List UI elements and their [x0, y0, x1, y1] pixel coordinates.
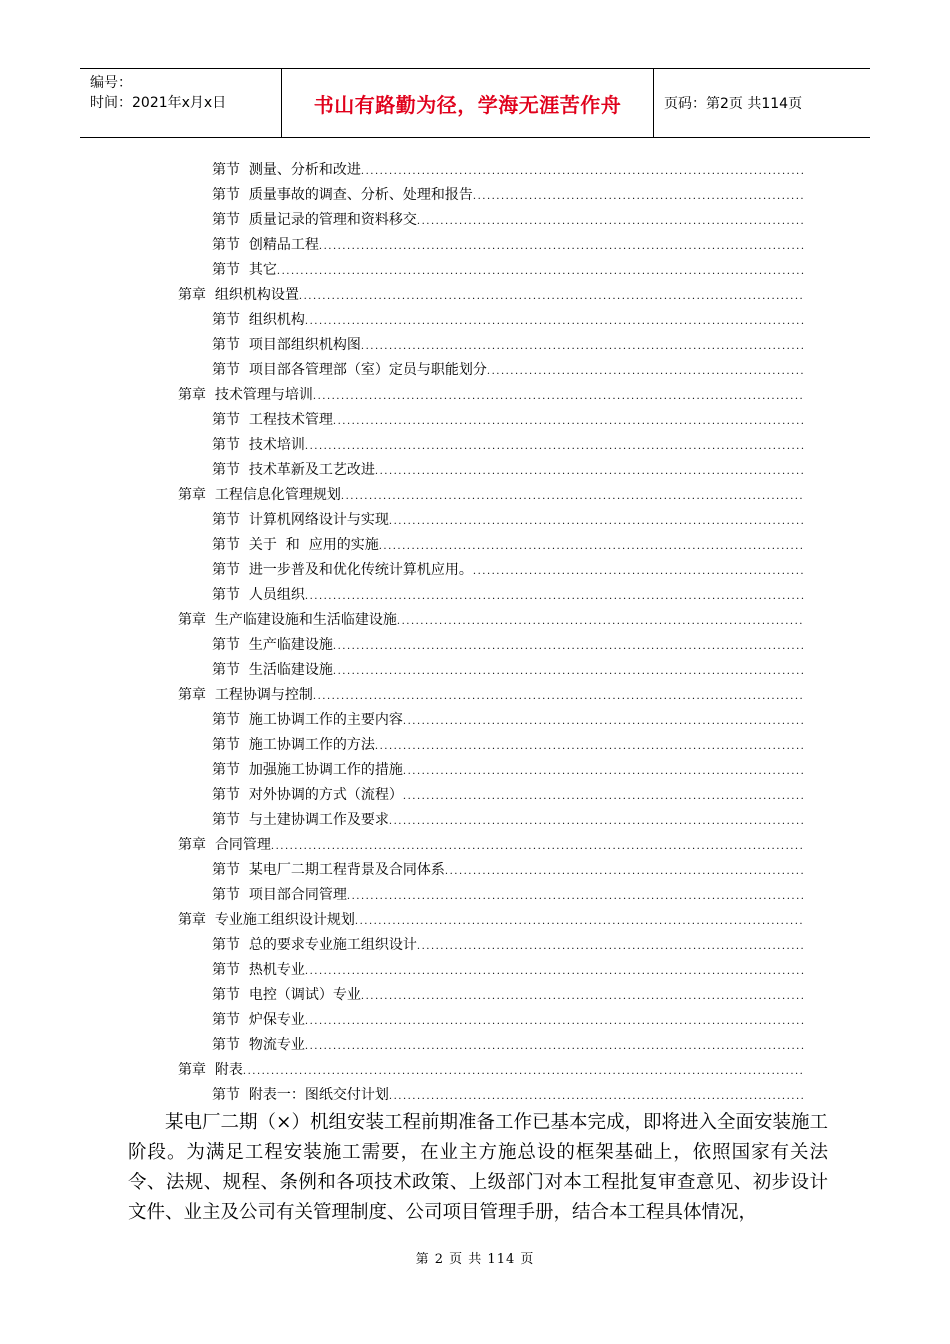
- toc-entry-prefix: 第节: [212, 1087, 249, 1103]
- toc-section-entry[interactable]: [212, 933, 804, 958]
- toc-entry-title: 创精品工程: [248, 237, 319, 253]
- toc-entry-title: 组织机构设置: [214, 287, 299, 303]
- toc-chapter-entry[interactable]: [178, 683, 804, 708]
- toc-leader-dots: [333, 634, 804, 659]
- toc-entry-prefix: 第节: [212, 737, 249, 753]
- toc-leader-dots: [375, 734, 804, 759]
- toc-entry-prefix: 第节: [212, 337, 249, 353]
- toc-entry-title: 某电厂二期工程背景及合同体系: [248, 862, 445, 878]
- toc-entry-title: 电控（调试）专业: [248, 987, 361, 1003]
- toc-entry-title: 生产临建设施: [248, 637, 333, 653]
- toc-entry-prefix: 第章: [178, 912, 215, 928]
- toc-leader-dots: [361, 159, 804, 184]
- toc-entry-title: 人员组织: [248, 587, 305, 603]
- toc-chapter-entry[interactable]: [178, 283, 804, 308]
- toc-entry-title: 附表: [214, 1062, 243, 1078]
- toc-entry-title: 其它: [248, 262, 277, 278]
- toc-section-entry[interactable]: [212, 258, 804, 283]
- toc-entry-prefix: 第节: [212, 462, 249, 478]
- toc-chapter-entry[interactable]: [178, 908, 804, 933]
- page-header: [80, 68, 870, 138]
- toc-section-entry[interactable]: [212, 433, 804, 458]
- page-footer: 第 2 页 共 114 页: [415, 1252, 535, 1267]
- toc-leader-dots: [271, 834, 804, 859]
- date-label: 时间：2021年x月x日: [90, 95, 227, 111]
- toc-entry-prefix: 第节: [212, 187, 249, 203]
- toc-leader-dots: [417, 934, 804, 959]
- toc-section-entry[interactable]: [212, 708, 804, 733]
- toc-leader-dots: [243, 1059, 804, 1084]
- toc-entry-prefix: 第节: [212, 762, 249, 778]
- toc-section-entry[interactable]: [212, 533, 804, 558]
- toc-leader-dots: [473, 559, 804, 584]
- toc-entry-prefix: 第节: [212, 987, 249, 1003]
- toc-entry-prefix: 第节: [212, 1037, 249, 1053]
- toc-entry-title: 测量、分析和改进: [248, 162, 361, 178]
- toc-entry-title: 工程信息化管理规划: [214, 487, 341, 503]
- toc-entry-prefix: 第章: [178, 287, 215, 303]
- toc-entry-prefix: 第节: [212, 937, 249, 953]
- toc-leader-dots: [403, 759, 804, 784]
- toc-leader-dots: [417, 209, 804, 234]
- toc-section-entry[interactable]: [212, 658, 804, 683]
- toc-section-entry[interactable]: [212, 358, 804, 383]
- toc-section-entry[interactable]: [212, 233, 804, 258]
- toc-entry-title: 炉保专业: [248, 1012, 305, 1028]
- toc-entry-prefix: 第节: [212, 412, 249, 428]
- toc-entry-prefix: 第章: [178, 387, 215, 403]
- toc-entry-title: 与土建协调工作及要求: [248, 812, 389, 828]
- toc-section-entry[interactable]: [212, 458, 804, 483]
- toc-entry-prefix: 第节: [212, 862, 249, 878]
- body-text: [128, 1108, 828, 1228]
- toc-chapter-entry[interactable]: [178, 833, 804, 858]
- toc-leader-dots: [305, 1009, 804, 1034]
- toc-section-entry[interactable]: [212, 958, 804, 983]
- toc-leader-dots: [333, 409, 804, 434]
- toc-entry-prefix: 第章: [178, 1062, 215, 1078]
- toc-entry-title: 加强施工协调工作的措施: [248, 762, 403, 778]
- toc-leader-dots: [313, 684, 804, 709]
- toc-entry-prefix: 第章: [178, 837, 215, 853]
- toc-leader-dots: [445, 859, 804, 884]
- toc-leader-dots: [375, 459, 804, 484]
- toc-entry-title: 质量事故的调查、分析、处理和报告: [248, 187, 473, 203]
- page-info: 页码：第2页 共114页: [664, 96, 803, 112]
- toc-entry-title: 合同管理: [214, 837, 271, 853]
- toc-entry-prefix: 第节: [212, 362, 249, 378]
- toc-entry-prefix: 第节: [212, 562, 249, 578]
- toc-entry-title: 关于 和 应用的实施: [248, 537, 379, 553]
- toc-chapter-entry[interactable]: [178, 383, 804, 408]
- toc-entry-prefix: 第节: [212, 887, 249, 903]
- toc-section-entry[interactable]: [212, 783, 804, 808]
- toc-chapter-entry[interactable]: [178, 608, 804, 633]
- toc-leader-dots: [305, 309, 804, 334]
- toc-entry-prefix: 第节: [212, 512, 249, 528]
- toc-section-entry[interactable]: [212, 1083, 804, 1108]
- toc-entry-title: 技术革新及工艺改进: [248, 462, 375, 478]
- toc-section-entry[interactable]: [212, 633, 804, 658]
- toc-entry-prefix: 第节: [212, 662, 249, 678]
- toc-entry-title: 专业施工组织设计规划: [214, 912, 355, 928]
- toc-leader-dots: [347, 884, 804, 909]
- toc-leader-dots: [473, 184, 804, 209]
- motto: 书山有路勤为径，学海无涯苦作舟: [282, 69, 654, 137]
- toc-leader-dots: [361, 984, 804, 1009]
- toc-leader-dots: [389, 809, 804, 834]
- toc-leader-dots: [397, 609, 804, 634]
- toc-chapter-entry[interactable]: [178, 1058, 804, 1083]
- toc-section-entry[interactable]: [212, 808, 804, 833]
- toc-section-entry[interactable]: [212, 1008, 804, 1033]
- header-left-cell: [80, 69, 282, 137]
- toc-leader-dots: [319, 234, 804, 259]
- toc-entry-title: 对外协调的方式（流程）: [248, 787, 403, 803]
- toc-entry-prefix: 第章: [178, 687, 215, 703]
- toc-leader-dots: [487, 359, 804, 384]
- toc-leader-dots: [403, 784, 804, 809]
- toc-entry-title: 项目部组织机构图: [248, 337, 361, 353]
- toc-entry-prefix: 第节: [212, 237, 249, 253]
- toc-chapter-entry[interactable]: [178, 483, 804, 508]
- toc-section-entry[interactable]: [212, 583, 804, 608]
- toc-entry-prefix: 第章: [178, 487, 215, 503]
- toc-entry-title: 项目部各管理部（室）定员与职能划分: [248, 362, 487, 378]
- toc-entry-prefix: 第节: [212, 637, 249, 653]
- table-of-contents: [0, 158, 950, 1108]
- toc-leader-dots: [389, 1084, 804, 1109]
- toc-leader-dots: [305, 959, 804, 984]
- toc-entry-title: 附表一：图纸交付计划: [248, 1087, 389, 1103]
- toc-leader-dots: [341, 484, 804, 509]
- toc-leader-dots: [379, 534, 804, 559]
- toc-entry-title: 施工协调工作的方法: [248, 737, 375, 753]
- toc-section-entry[interactable]: [212, 208, 804, 233]
- toc-leader-dots: [305, 584, 804, 609]
- toc-leader-dots: [333, 659, 804, 684]
- toc-entry-title: 技术培训: [248, 437, 305, 453]
- toc-entry-prefix: 第节: [212, 212, 249, 228]
- toc-entry-prefix: 第节: [212, 262, 249, 278]
- toc-section-entry[interactable]: [212, 333, 804, 358]
- toc-leader-dots: [389, 509, 804, 534]
- toc-section-entry[interactable]: [212, 508, 804, 533]
- toc-entry-prefix: 第节: [212, 312, 249, 328]
- toc-entry-prefix: 第节: [212, 437, 249, 453]
- toc-leader-dots: [403, 709, 804, 734]
- toc-section-entry[interactable]: [212, 1033, 804, 1058]
- toc-section-entry[interactable]: [212, 858, 804, 883]
- toc-leader-dots: [361, 334, 804, 359]
- toc-leader-dots: [355, 909, 804, 934]
- body-paragraph: 某电厂二期（×）机组安装工程前期准备工作已基本完成，即将进入全面安装施工阶段。为满足工程安装施工需要，在业主方施总设的框架基础上，依照国家有关法令、法规、规程、条例和各项技术政策、上级部门对本工程批复审查意见、初步设计文件、业主及公司有关管理制度、公司项目管理手册，结合本工程具体情况，: [128, 1112, 829, 1223]
- toc-entry-prefix: 第章: [178, 612, 215, 628]
- toc-entry-title: 组织机构: [248, 312, 305, 328]
- toc-section-entry[interactable]: [212, 183, 804, 208]
- toc-section-entry[interactable]: [212, 758, 804, 783]
- toc-entry-prefix: 第节: [212, 537, 249, 553]
- toc-entry-prefix: 第节: [212, 712, 249, 728]
- toc-entry-title: 工程技术管理: [248, 412, 333, 428]
- toc-entry-prefix: 第节: [212, 587, 249, 603]
- toc-leader-dots: [313, 384, 804, 409]
- toc-section-entry[interactable]: [212, 408, 804, 433]
- toc-leader-dots: [277, 259, 804, 284]
- toc-section-entry[interactable]: [212, 558, 804, 583]
- toc-entry-title: 生产临建设施和生活临建设施: [214, 612, 397, 628]
- toc-section-entry[interactable]: [212, 883, 804, 908]
- toc-entry-title: 项目部合同管理: [248, 887, 347, 903]
- toc-leader-dots: [305, 1034, 804, 1059]
- toc-section-entry[interactable]: [212, 308, 804, 333]
- toc-entry-title: 热机专业: [248, 962, 305, 978]
- toc-entry-prefix: 第节: [212, 962, 249, 978]
- toc-entry-title: 计算机网络设计与实现: [248, 512, 389, 528]
- toc-entry-title: 物流专业: [248, 1037, 305, 1053]
- toc-entry-title: 生活临建设施: [248, 662, 333, 678]
- toc-section-entry[interactable]: [212, 733, 804, 758]
- toc-entry-prefix: 第节: [212, 1012, 249, 1028]
- toc-entry-title: 施工协调工作的主要内容: [248, 712, 403, 728]
- toc-entry-title: 总的要求专业施工组织设计: [248, 937, 417, 953]
- toc-leader-dots: [305, 434, 804, 459]
- toc-entry-prefix: 第节: [212, 787, 249, 803]
- toc-entry-title: 工程协调与控制: [214, 687, 313, 703]
- toc-entry-title: 进一步普及和优化传统计算机应用。: [248, 562, 473, 578]
- toc-leader-dots: [299, 284, 804, 309]
- toc-entry-prefix: 第节: [212, 812, 249, 828]
- number-label: 编号：: [90, 75, 132, 91]
- toc-entry-title: 质量记录的管理和资料移交: [248, 212, 417, 228]
- toc-section-entry[interactable]: [212, 983, 804, 1008]
- toc-section-entry[interactable]: [212, 158, 804, 183]
- toc-entry-title: 技术管理与培训: [214, 387, 313, 403]
- toc-entry-prefix: 第节: [212, 162, 249, 178]
